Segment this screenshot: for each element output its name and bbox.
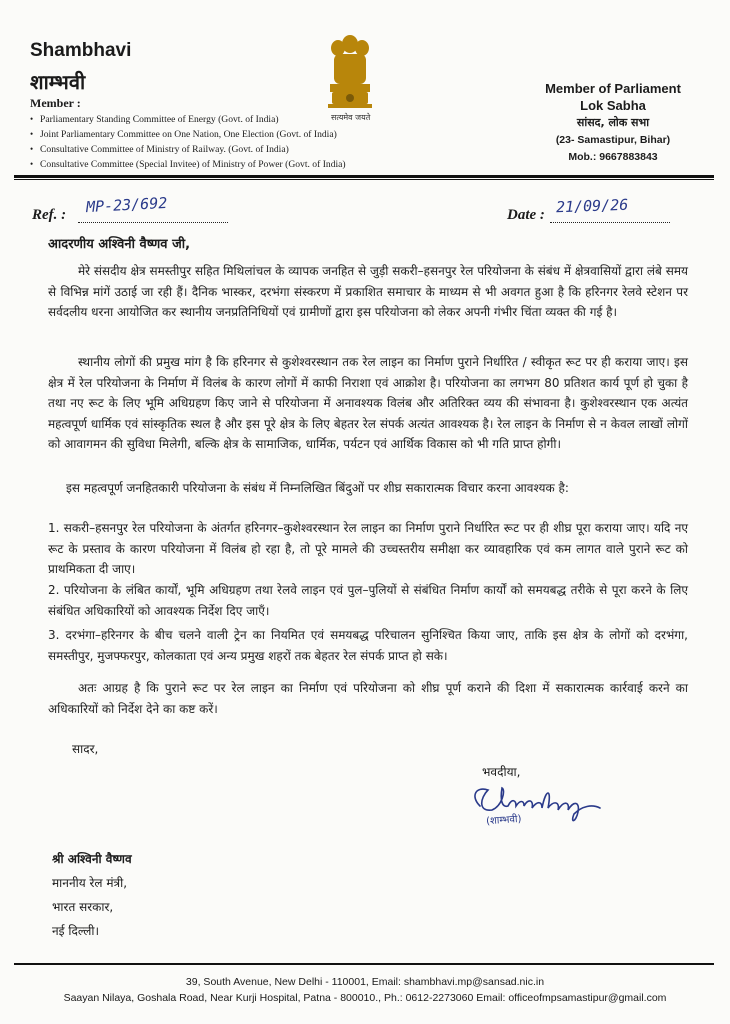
membership-item: • Joint Parliamentary Committee on One Nation, One Election (Govt. of India): [30, 127, 346, 142]
ref-dotted-line: [78, 222, 228, 223]
request-point: 2. परियोजना के लंबित कार्यों, भूमि अधिग्रहण तथा रेलवे लाइन एवं पुल–पुलियों से संबंधित निर्माण कार्यों को समयबद्ध तरीके से पूरा करने के लिए संबंधित अधिकारियों को आवश्यक निर्देश दिए जाएँ।: [48, 583, 688, 618]
house-name: Lok Sabha: [580, 98, 646, 113]
closing-paragraph: अतः आग्रह है कि पुराने रूट पर रेल लाइन का निर्माण एवं परियोजना को शीघ्र पूर्ण कराने की दिशा में सकारात्मक कार्रवाई करने का अधिकारियों को निर्देश देने का कष्ट करें।: [48, 681, 688, 716]
member-label: Member :: [30, 96, 81, 110]
constituency: (23- Samastipur, Bihar): [555, 134, 671, 146]
ref-number: MP-23/692: [85, 193, 168, 217]
request-point: 1. सकरी–हसनपुर रेल परियोजना के अंतर्गत हरिनगर–कुशेश्वरस्थान रेल लाइन का निर्माण पुराने निर्धारित रूट पर ही शीघ्र पूरा कराया जाए। यदि नए रूट के प्रस्ताव के कारण परियोजना में विलंब हो रहा है, तो पूरे मामले की उच्चस्तरीय समीक्षा कर व्यावहारिक एवं कम लागत वाले पुराने रूट को प्राथमिकता दी जाए।: [48, 521, 688, 576]
footer-divider: [14, 963, 714, 965]
header-divider-thin: [14, 179, 714, 180]
body-paragraph: स्थानीय लोगों की प्रमुख मांग है कि हरिनगर से कुशेश्वरस्थान तक रेल लाइन का निर्माण पुराने निर्धारित / स्वीकृत रूट पर ही कराया जाए। इस क्षेत्र में रेल परियोजना के निर्माण में विलंब के कारण लोगों में काफी निराशा एवं आक्रोश है। परियोजना का लगभग 80 प्रतिशत कार्य पूर्ण हो चुका है तथा नए रूट के लिए भूमि अधिग्रहण किए जाने से परियोजना में अनावश्यक विलंब और अतिरिक्त व्यय की संभावना है। कुशेश्वरस्थान एक अत्यंत महत्वपूर्ण धार्मिक एवं सांस्कृतिक स्थल है और इस पूरे क्षेत्र के लिए बेहतर रेल संपर्क अत्यंत आवश्यक है। रेल लाइन के निर्माण से न केवल लाखों लोगों को आवागमन की सुविधा मिलेगी, बल्कि क्षेत्र के सामाजिक, धार्मिक, पर्यटन एवं आर्थिक विकास को भी गति प्राप्त होगी।: [48, 355, 688, 451]
recipient-designation: माननीय रेल मंत्री,: [52, 876, 128, 890]
mp-title: Member of Parliament: [545, 81, 681, 96]
body-paragraph: इस महत्वपूर्ण जनहितकारी परियोजना के संबंध में निम्नलिखित बिंदुओं पर शीघ्र सकारात्मक विचार करना आवश्यक है:: [66, 481, 569, 495]
closing-sadar: सादर,: [72, 742, 99, 756]
date-dotted-line: [550, 222, 670, 223]
membership-item: • Consultative Committee of Ministry of Railway. (Govt. of India): [30, 142, 346, 157]
member-name-english: Shambhavi: [30, 40, 132, 61]
member-name-hindi: शाम्भवी: [30, 70, 86, 94]
body-paragraph: मेरे संसदीय क्षेत्र समस्तीपुर सहित मिथिलांचल के व्यापक जनहित से जुड़ी सकरी–हसनपुर रेल परियोजना के संबंध में क्षेत्रवासियों द्वारा लंबे समय से विभिन्न मांगें उठाई जा रही हैं। दैनिक भास्कर, दरभंगा संस्करण में प्रकाशित समाचार के माध्यम से भी अवगत हुआ है कि हरिनगर रेलवे स्टेशन पर सर्वदलीय धरना आयोजित कर स्थानीय जनप्रतिनिधियों एवं ग्रामीणों द्वारा इस परियोजना को लेकर अपनी गंभीर चिंता व्यक्त की गई है।: [48, 264, 688, 319]
recipient-city: नई दिल्ली।: [52, 924, 100, 938]
recipient-name: श्री अश्विनी वैष्णव: [52, 852, 132, 866]
handwritten-signature: [462, 778, 612, 828]
mobile-number: Mob.: 9667883843: [568, 151, 658, 163]
date-value: 21/09/26: [555, 195, 629, 217]
membership-item: • Parliamentary Standing Committee of Energy (Govt. of India): [30, 112, 346, 127]
mp-title-hindi: सांसद, लोक सभा: [576, 116, 650, 129]
footer-delhi-address: 39, South Avenue, New Delhi - 110001, Email: shambhavi.mp@sansad.nic.in: [185, 976, 545, 988]
membership-item: • Consultative Committee (Special Invitee) of Ministry of Power (Govt. of India): [30, 157, 346, 172]
signature-name: (शाम्भवी): [485, 813, 522, 828]
national-emblem-icon: [320, 30, 380, 116]
membership-list: [30, 112, 346, 172]
mp-details: [538, 80, 688, 166]
ref-label: Ref. :: [32, 207, 67, 223]
header-divider: [14, 175, 714, 178]
emblem-motto: सत्यमेव जयते: [331, 113, 371, 122]
closing-bhavdiya: भवदीया,: [482, 765, 521, 779]
request-point: 3. दरभंगा–हरिनगर के बीच चलने वाली ट्रेन का नियमित एवं समयबद्ध परिचालन सुनिश्चित किया जाए, ताकि इस क्षेत्र के लोगों को दरभंगा, समस्तीपुर, मुजफ्फरपुर, कोलकाता एवं अन्य प्रमुख शहरों तक बेहतर रेल संपर्क प्राप्त हो सके।: [48, 628, 688, 663]
salutation: आदरणीय अश्विनी वैष्णव जी,: [48, 237, 191, 252]
footer-patna-address: Saayan Nilaya, Goshala Road, Near Kurji Hospital, Patna - 800010., Ph.: 0612-2273060 Email: officeofmpsamastipur@gmail.com: [63, 992, 667, 1004]
date-label: Date :: [507, 207, 545, 223]
recipient-organisation: भारत सरकार,: [52, 900, 114, 914]
